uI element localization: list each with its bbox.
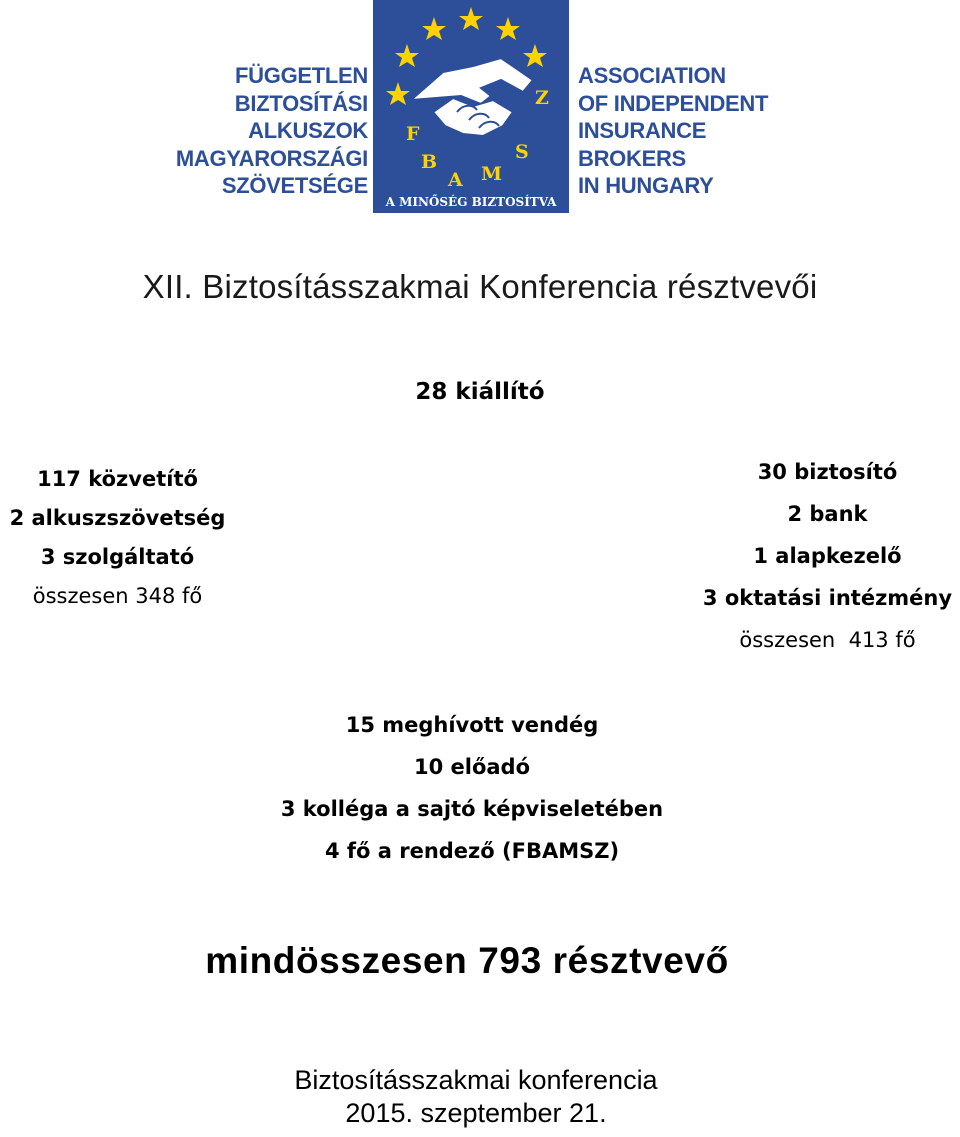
guests-block <box>0 704 944 872</box>
guests-line: 3 kolléga a sajtó képviseletében <box>280 797 664 821</box>
intermediaries-line: 117 közvetítő <box>37 467 198 491</box>
logo-text-english <box>578 62 838 200</box>
intermediaries-block <box>0 460 235 616</box>
logo-tagline: A MINŐSÉG BIZTOSÍTVA <box>385 195 557 209</box>
guests-line: 4 fő a rendező (FBAMSZ) <box>324 839 620 863</box>
emblem-letter-b: B <box>421 151 438 173</box>
logo-left-line: BIZTOSÍTÁSI <box>234 90 368 116</box>
emblem-letter-f: F <box>406 123 420 145</box>
logo-left-line: FÜGGETLEN <box>235 63 368 88</box>
emblem-letter-z: Z <box>535 87 549 109</box>
insurers-total: összesen 413 fő <box>739 628 916 652</box>
insurers-line: 2 bank <box>787 502 868 526</box>
intermediaries-line: 3 szolgáltató <box>40 545 195 569</box>
emblem-letter-a: A <box>448 169 463 191</box>
intermediaries-total: összesen 348 fő <box>32 584 203 608</box>
page-title: XII. Biztosításszakmai Konferencia résztvevői <box>142 268 818 305</box>
guests-line: 15 meghívott vendég <box>345 713 599 737</box>
logo-right-line: IN HUNGARY <box>578 173 714 198</box>
logo-text-hungarian <box>150 62 368 200</box>
handshake-stars-icon <box>373 0 569 213</box>
footer-event-name: Biztosításszakmai konferencia <box>294 1065 658 1095</box>
logo-right-line: ASSOCIATION <box>578 63 726 88</box>
guests-line: 10 előadó <box>413 755 531 779</box>
insurers-line: 30 biztosító <box>757 460 898 484</box>
logo-left-line: MAGYARORSZÁGI <box>175 145 368 171</box>
fbamsz-logo-emblem <box>373 0 569 213</box>
emblem-letter-m: M <box>481 163 503 185</box>
insurers-line: 1 alapkezelő <box>753 544 902 568</box>
logo-right-line: BROKERS <box>578 145 686 171</box>
grand-total: mindösszesen 793 résztvevő <box>205 940 729 981</box>
footer <box>0 1064 952 1130</box>
logo-right-line: OF INDEPENDENT <box>578 90 769 116</box>
logo-right-line: INSURANCE <box>578 118 707 143</box>
logo-left-line: SZÖVETSÉGE <box>221 173 368 198</box>
footer-date: 2015. szeptember 21. <box>345 1098 607 1128</box>
insurers-line: 3 oktatási intézmény <box>702 586 953 610</box>
logo-left-line: ALKUSZOK <box>248 118 368 143</box>
emblem-letter-s: S <box>515 141 529 163</box>
exhibitors-count: 28 kiállító <box>415 379 545 405</box>
insurers-block <box>695 451 960 661</box>
intermediaries-line: 2 alkuszszövetség <box>9 506 226 530</box>
